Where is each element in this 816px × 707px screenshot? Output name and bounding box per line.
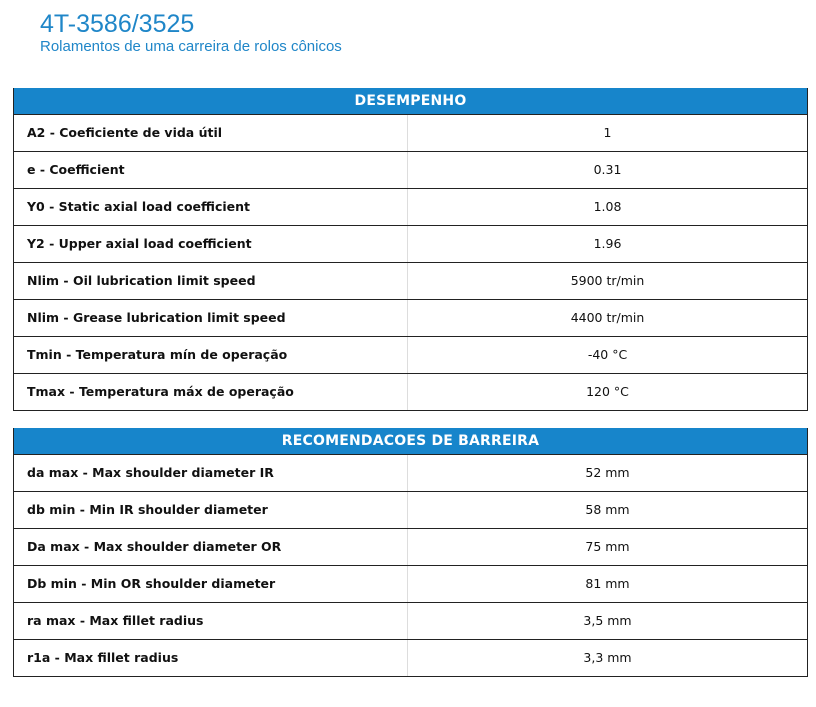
table-row <box>14 565 807 602</box>
row-value: 75 mm <box>585 539 630 554</box>
page-subtitle: Rolamentos de uma carreira de rolos cônicos <box>40 38 342 55</box>
performance-table-header: DESEMPENHO <box>14 88 807 114</box>
page-header <box>40 10 342 56</box>
recommendations-table-header: RECOMENDACOES DE BARREIRA <box>14 428 807 454</box>
row-label: e - Coefficient <box>14 152 408 188</box>
table-row <box>14 225 807 262</box>
table-row <box>14 114 807 151</box>
table-row <box>14 373 807 410</box>
row-value: 3,5 mm <box>583 613 632 628</box>
table-row <box>14 491 807 528</box>
row-label: db min - Min IR shoulder diameter <box>14 492 408 528</box>
table-row <box>14 299 807 336</box>
row-label: Db min - Min OR shoulder diameter <box>14 566 408 602</box>
row-label: ra max - Max fillet radius <box>14 603 408 639</box>
row-value: 4400 tr/min <box>570 310 645 325</box>
row-label: Da max - Max shoulder diameter OR <box>14 529 408 565</box>
row-label: da max - Max shoulder diameter IR <box>14 455 408 491</box>
row-value: 1.96 <box>593 236 622 251</box>
row-label: A2 - Coeficiente de vida útil <box>14 115 408 151</box>
table-row <box>14 454 807 491</box>
row-value: 5900 tr/min <box>570 273 645 288</box>
table-row <box>14 151 807 188</box>
row-label: Nlim - Grease lubrication limit speed <box>14 300 408 336</box>
row-label: Y2 - Upper axial load coefficient <box>14 226 408 262</box>
table-row <box>14 262 807 299</box>
table-row <box>14 336 807 373</box>
row-value: 0.31 <box>593 162 622 177</box>
recommendations-table <box>13 428 808 677</box>
row-value: 3,3 mm <box>583 650 632 665</box>
row-value: 1 <box>603 125 612 140</box>
table-row <box>14 639 807 676</box>
table-row <box>14 602 807 639</box>
table-row <box>14 188 807 225</box>
page-title: 4T-3586/3525 <box>40 10 195 38</box>
row-value: 58 mm <box>585 502 630 517</box>
row-label: r1a - Max fillet radius <box>14 640 408 676</box>
row-value: 52 mm <box>585 465 630 480</box>
row-label: Y0 - Static axial load coefficient <box>14 189 408 225</box>
row-label: Tmin - Temperatura mín de operação <box>14 337 408 373</box>
row-value: -40 °C <box>587 347 628 362</box>
row-value: 120 °C <box>586 384 629 399</box>
row-label: Tmax - Temperatura máx de operação <box>14 374 408 410</box>
row-label: Nlim - Oil lubrication limit speed <box>14 263 408 299</box>
row-value: 1.08 <box>593 199 622 214</box>
performance-table <box>13 88 808 411</box>
row-value: 81 mm <box>585 576 630 591</box>
table-row <box>14 528 807 565</box>
